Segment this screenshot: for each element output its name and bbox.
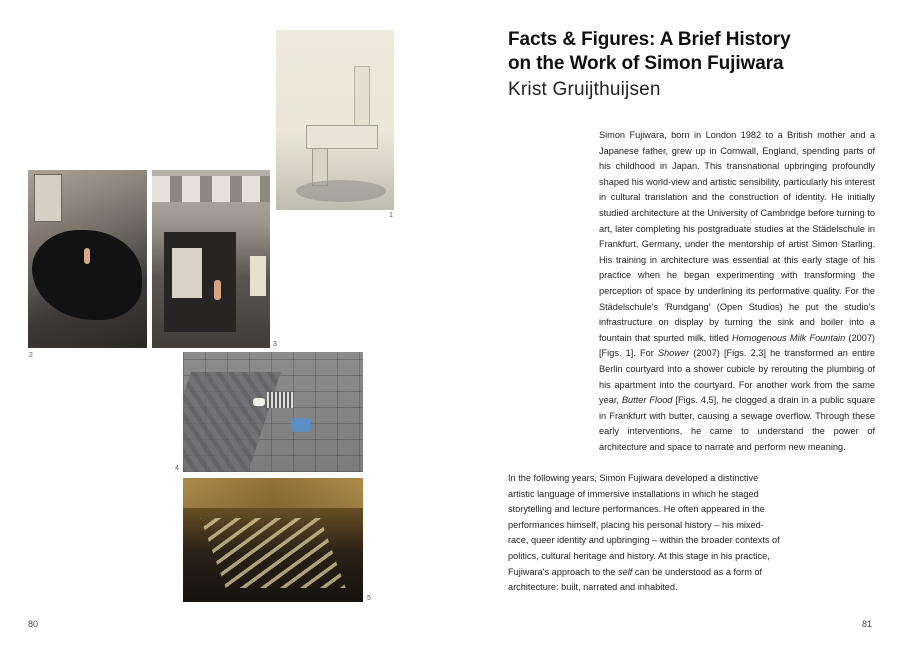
title-line-1: Facts & Figures: A Brief History xyxy=(508,29,791,50)
text-run: [Figs. 4,5], he clogged a drain in a public square in Frankfurt with butter, causing a sewage overflow. Through these early interventions, he came to understand the power of architecture and space to narrate and perform new meaning. xyxy=(599,395,875,452)
work-title-homogenous-milk-fountain: Homogenous Milk Fountain xyxy=(732,332,846,343)
butter-lump xyxy=(253,398,265,406)
building-windows xyxy=(152,176,270,202)
figure-4-drain-pavement-photo xyxy=(183,352,363,472)
figure-1-number: 1 xyxy=(389,212,393,219)
text-run: (2007) [Figs. 1]. For xyxy=(599,332,875,359)
author-name: Krist Gruijthuijsen xyxy=(508,79,661,100)
boiler xyxy=(354,66,370,126)
blue-cloth xyxy=(291,418,311,432)
work-title-shower: Shower xyxy=(657,348,690,359)
figure-3-courtyard-arch-photo xyxy=(152,170,270,348)
light-glow xyxy=(183,478,363,508)
body-paragraph-2 xyxy=(508,471,782,596)
page-number-right: 81 xyxy=(862,619,873,629)
drain-grate xyxy=(267,392,293,408)
emphasis-self: self xyxy=(618,566,633,577)
water-reflection xyxy=(200,518,345,588)
water-pool xyxy=(32,230,142,320)
person-figure xyxy=(84,248,90,264)
cobblestones xyxy=(183,372,281,472)
text-run: Simon Fujiwara, born in London 1982 to a British mother and a Japanese father, grew up in Cornwall, England, spending parts of his childhood in Japan. This transnational upbringing profoundly shaped his world-view and artistic sensibility, particularly his interest in cultural translation and the construction of identity. He initially studied architecture at the University of Cambridge before turning to art, later completing his postgraduate studies at the Städelschule in Frankfurt, Germany, under the mentorship of artist Simon Starling. His training in architecture was essential at this early stage of his practice when he began experimenting with transforming the perception of space by underlining its performative quality. For the Städelschule's 'Rundgang' (Open Studios) he put the studio's infrastructure on display by turning the sink and boiler into a fountain that spurted milk, titled xyxy=(599,130,875,343)
body-paragraph-1 xyxy=(599,128,875,455)
text-run: In the following years, Simon Fujiwara developed a distinctive artistic language of immersive installations in which he staged storytelling and lecture performances. He often appeared in the performances himself, placing his personal history – his mixed-race, queer identity and upbringing – within the broader contexts of politics, cultural heritage and history. At this stage in his practice, Fujiwara's approach to the xyxy=(508,473,780,577)
page-number-left: 80 xyxy=(28,619,39,629)
sink xyxy=(306,125,378,149)
figure-1-sink-boiler-photo xyxy=(276,30,394,210)
title-line-2: on the Work of Simon Fujiwara xyxy=(508,53,784,74)
figure-2-courtyard-photo xyxy=(28,170,147,348)
article-title xyxy=(508,28,868,76)
figure-5-number: 5 xyxy=(367,595,371,602)
figure-3-number: 3 xyxy=(273,341,277,348)
puddle xyxy=(296,180,386,202)
archway-light xyxy=(172,248,202,298)
figure-2-number: 2 xyxy=(29,352,33,359)
text-run: (2007) [Figs. 2,3] he transformed an entire Berlin courtyard into a shower cubicle by rerouting the plumbing of his apartment into the courtyard. For another work from the same year, xyxy=(599,348,875,406)
door xyxy=(34,174,62,222)
text-run: can be understood as a form of architecture: built, narrated and inhabited. xyxy=(508,566,763,593)
work-title-butter-flood: Butter Flood xyxy=(621,395,673,406)
wall-poster xyxy=(250,256,266,296)
figure-5-flood-reflection-photo xyxy=(183,478,363,602)
person-figure xyxy=(214,280,221,300)
figure-4-number: 4 xyxy=(175,465,179,472)
